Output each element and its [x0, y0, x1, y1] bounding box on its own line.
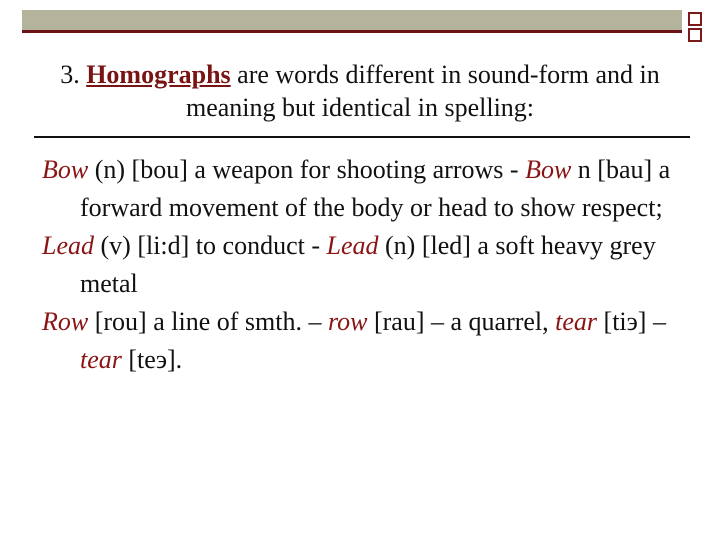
slide-body	[42, 151, 702, 379]
corner-square-decoration-bottom	[688, 28, 702, 42]
entry-text: [rou] a line of smth. –	[88, 307, 328, 336]
entry-text: n [bau] a forward movement of the body or head to show respect;	[80, 155, 671, 222]
entry-row-tear	[42, 303, 702, 379]
entry-text: [tiэ] –	[597, 307, 666, 336]
entry-text: [teэ].	[121, 345, 183, 374]
title-divider	[34, 136, 690, 138]
headword: Lead	[326, 231, 379, 260]
headword: Bow	[525, 155, 572, 184]
title-number: 3.	[60, 60, 87, 89]
headword: Lead	[42, 231, 94, 260]
header-band	[22, 10, 682, 33]
entry-text: (v) [li:d] to conduct -	[94, 231, 327, 260]
headword: Bow	[42, 155, 89, 184]
slide-title	[40, 58, 680, 124]
entry-text: (n) [led] a soft heavy grey metal	[80, 231, 656, 298]
entry-bow	[42, 151, 702, 227]
entry-text: [rau] – a quarrel,	[367, 307, 556, 336]
entry-lead	[42, 227, 702, 303]
title-text: are words different in sound-form and in meaning but identical in spelling:	[185, 60, 660, 122]
headword: tear	[80, 345, 122, 374]
headword: Row	[42, 307, 89, 336]
title-keyword: Homographs	[86, 60, 231, 89]
corner-square-decoration-top	[688, 12, 702, 26]
headword: row	[327, 307, 368, 336]
entry-text: (n) [bou] a weapon for shooting arrows -	[88, 155, 526, 184]
headword: tear	[555, 307, 598, 336]
